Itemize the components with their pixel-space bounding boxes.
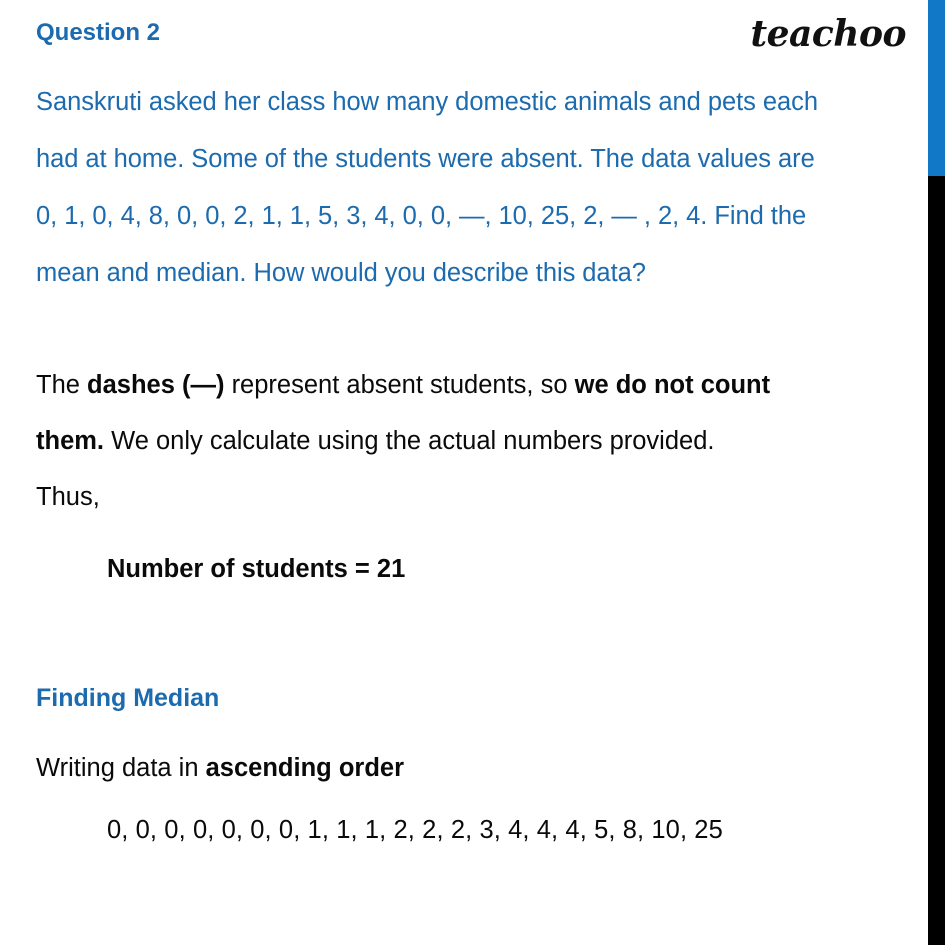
solution-text-represent: represent absent students, so (224, 371, 575, 399)
solution-line-1 (36, 357, 926, 413)
solution-paragraph (36, 357, 926, 469)
thus-label: Thus, (36, 483, 100, 511)
finding-median-heading: Finding Median (36, 684, 220, 712)
question-line-4: mean and median. How would you describe this data? (36, 259, 646, 287)
solution-bold-donotcount: we do not count (574, 371, 771, 399)
question-line-1: Sanskruti asked her class how many domestic animals and pets each (36, 88, 818, 116)
ascending-intro-bold: ascending order (205, 754, 405, 782)
right-edge-black-bar (928, 176, 945, 945)
question-heading: Question 2 (36, 19, 161, 46)
number-of-students-line: Number of students = 21 (107, 555, 406, 583)
right-edge-blue-bar (928, 0, 945, 176)
question-line-2: had at home. Some of the students were absent. The data values are (36, 145, 815, 173)
question-body (36, 74, 926, 302)
solution-text-calculate: We only calculate using the actual numbers provided. (104, 427, 715, 455)
thus-label-wrapper (36, 469, 926, 525)
solution-text-the: The (36, 371, 88, 399)
ascending-data-values: 0, 0, 0, 0, 0, 0, 0, 1, 1, 1, 2, 2, 2, 3, 4, 4, 4, 5, 8, 10, 25 (107, 816, 723, 844)
solution-line-2 (36, 413, 926, 469)
teachoo-logo: teachoo (750, 13, 906, 55)
ascending-intro-line (36, 740, 926, 796)
ascending-intro-prefix: Writing data in (36, 754, 206, 782)
ascending-order-intro (36, 740, 926, 796)
solution-bold-dashes: dashes (—) (87, 371, 225, 399)
question-line-3: 0, 1, 0, 4, 8, 0, 0, 2, 1, 1, 5, 3, 4, 0, 0, —, 10, 25, 2, — , 2, 4. Find the (36, 202, 807, 230)
solution-bold-them: them. (36, 427, 105, 455)
